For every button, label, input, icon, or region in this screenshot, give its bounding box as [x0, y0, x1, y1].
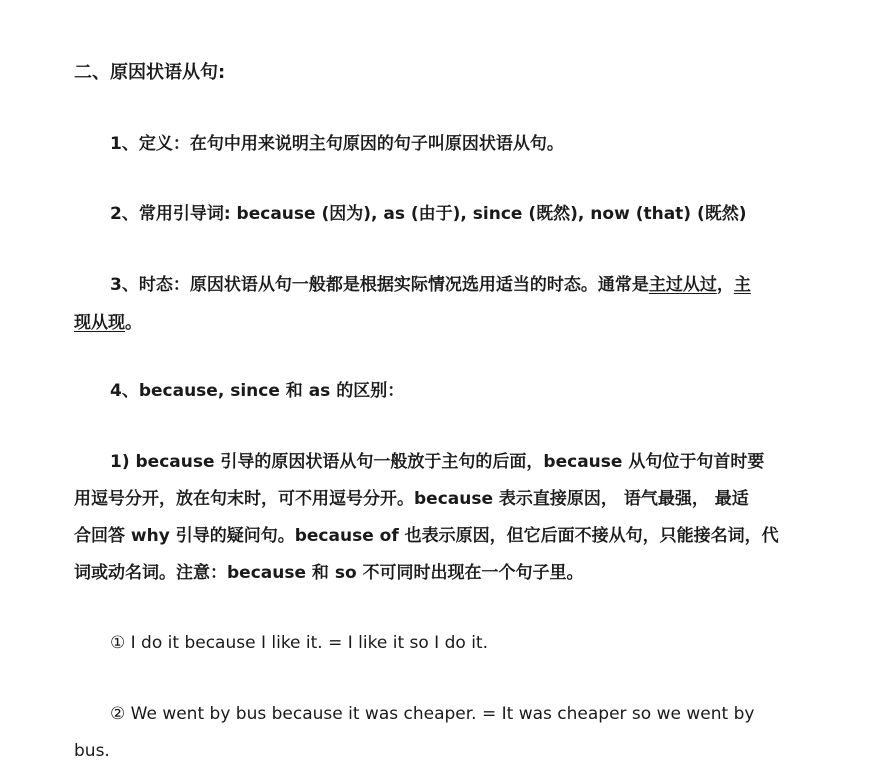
point-difference: 4、because, since 和 as 的区别： — [110, 381, 405, 401]
tense-rule-present-start: 主 — [733, 275, 751, 295]
detail-line: 用逗号分开，放在句末时，可不用逗号分开。because 表示直接原因， 语气最强， 最适 — [74, 489, 749, 509]
example-2: ② We went by bus because it was cheaper. = It was cheaper so we went by — [110, 704, 755, 724]
tense-separator: ， — [716, 275, 734, 295]
section-heading: 二、原因状语从句: — [74, 62, 226, 83]
tense-rule-present-end: 现从现 — [74, 313, 125, 333]
example-1: ① I do it because I like it. = I like it so I do it. — [110, 633, 488, 653]
detail-line: 1) because 引导的原因状语从句一般放于主句的后面，because 从句位于句首时要 — [110, 452, 765, 472]
point-conjunctions: 2、常用引导词: because (因为), as (由于), since (既然), now (that) (既然) — [110, 204, 747, 224]
point-tense-line2 — [74, 312, 142, 334]
tense-period: 。 — [125, 313, 142, 333]
detail-line: 合回答 why 引导的疑问句。because of 也表示原因，但它后面不接从句，只能接名词，代 — [74, 526, 779, 546]
detail-line: 词或动名词。注意：because 和 so 不可同时出现在一个句子里。 — [74, 563, 584, 583]
tense-rule-past: 主过从过 — [648, 275, 717, 295]
point-definition: 1、定义：在句中用来说明主句原因的句子叫原因状语从句。 — [110, 134, 564, 154]
tense-text: 3、时态：原因状语从句一般都是根据实际情况选用适当的时态。通常是 — [110, 275, 649, 295]
point-tense-line1 — [110, 274, 751, 296]
example-2-continued: bus. — [74, 741, 110, 761]
